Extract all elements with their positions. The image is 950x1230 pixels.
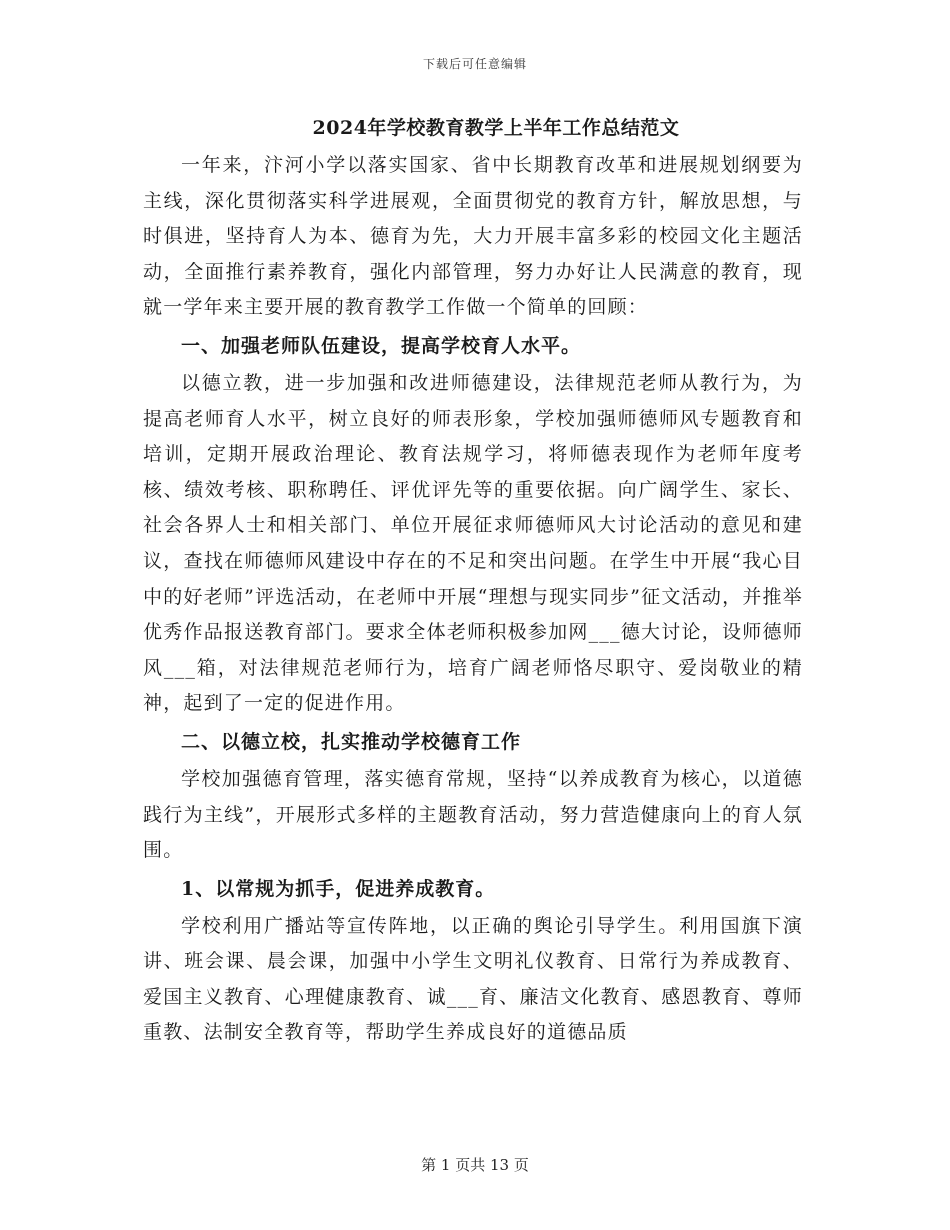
document-body (143, 108, 803, 1051)
section-heading-1: 一、加强老师队伍建设，提高学校育人水平。 (181, 334, 582, 357)
document-title: 2024年学校教育教学上半年工作总结范文 (312, 117, 680, 139)
section-heading-3: 1、以常规为抓手，促进养成教育。 (181, 877, 496, 900)
section-paragraph-2: 学校加强德育管理，落实德育常规，坚持“以养成教育为核心，以道德践行为主线”，开展形式多样的主题教育活动，努力营造健康向上的育人氛围。 (143, 767, 803, 862)
section-paragraph-1: 以德立教，进一步加强和改进师德建设，法律规范老师从教行为，为提高老师育人水平，树立良好的师表形象，学校加强师德师风专题教育和培训，定期开展政治理论、教育法规学习，将师德表现作为老师年度考核、绩效考核、职称聘任、评优评先等的重要依据。向广阔学生、家长、社会各界人士和相关部门、单位开展征求师德师风大讨论活动的意见和建议，查找在师德师风建设中存在的不足和突出问题。在学生中开展“我心目中的好老师”评选活动，在老师中开展“理想与现实同步”征文活动，并推举优秀作品报送教育部门。要求全体老师积极参加网___德大讨论，设师德师风___箱，对法律规范老师行为，培育广阔老师恪尽职守、爱岗敬业的精神，起到了一定的促进作用。 (143, 371, 803, 715)
section-heading-2: 二、以德立校，扎实推动学校德育工作 (181, 730, 522, 753)
intro-paragraph: 一年来，汴河小学以落实国家、省中长期教育改革和进展规划纲要为主线，深化贯彻落实科学进展观，全面贯彻党的教育方针，解放思想，与时俱进，坚持育人为本、德育为先，大力开展丰富多彩的校园文化主题活动，全面推行素养教育，强化内部管理，努力办好让人民满意的教育，现就一学年来主要开展的教育教学工作做一个简单的回顾： (143, 154, 803, 319)
section-paragraph-3: 学校利用广播站等宣传阵地，以正确的舆论引导学生。利用国旗下演讲、班会课、晨会课，加强中小学生文明礼仪教育、日常行为养成教育、爱国主义教育、心理健康教育、诚___育、廉洁文化教育、感恩教育、尊师重教、法制安全教育等，帮助学生养成良好的道德品质 (143, 914, 803, 1044)
page-footer: 第 1 页共 13 页 (421, 1156, 529, 1174)
header-note: 下载后可任意编辑 (422, 57, 527, 71)
